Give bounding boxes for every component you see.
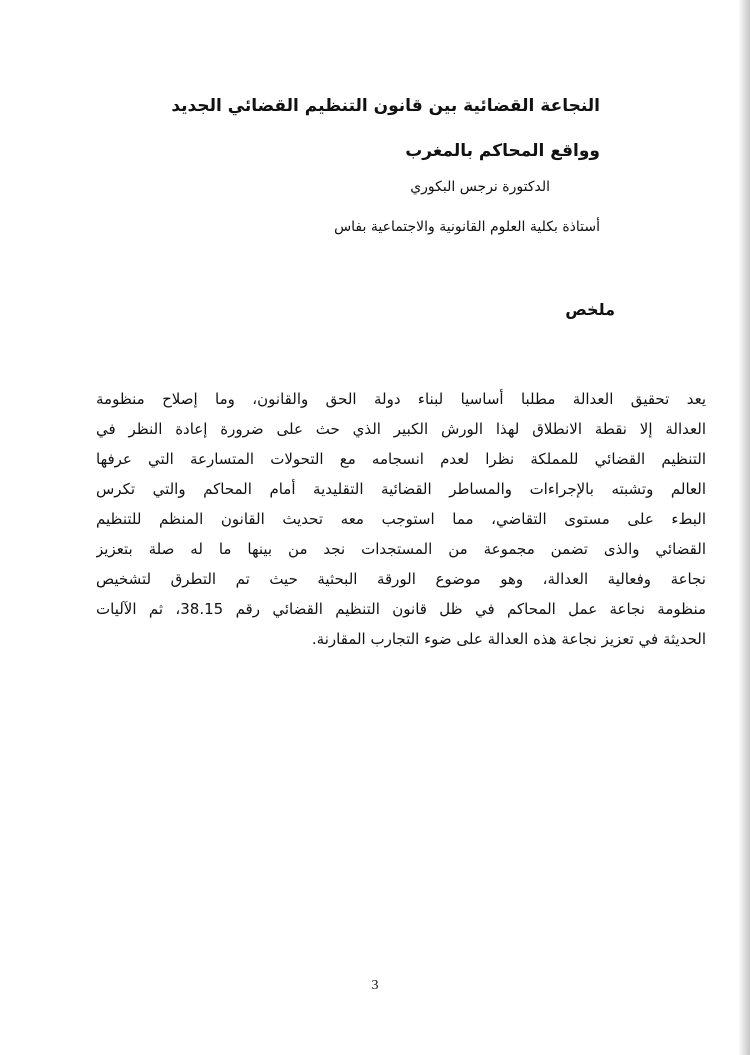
author-affiliation: أستاذة بكلية العلوم القانونية والاجتماعية بفاس (334, 219, 600, 235)
summary-heading: ملخص (565, 300, 615, 319)
page-number: 3 (371, 978, 379, 993)
abstract-line: يعد تحقيق العدالة مطلبا أساسيا لبناء دولة الحق والقانون، وما إصلاح منظومة (96, 390, 706, 408)
abstract-line: القضائي والذى تضمن مجموعة من المستجدات نجد من بينها ما له صلة بتعزيز (96, 540, 706, 558)
page-edge-shadow (738, 0, 750, 1055)
document-title-line-2: وواقع المحاكم بالمغرب (405, 141, 600, 161)
abstract-line: العالم وتشبته بالإجراءات والمساطر القضائية التقليدية أمام المحاكم والتي تكرس (96, 480, 706, 498)
author-name: الدكتورة نرجس البكوري (410, 179, 550, 195)
abstract-line: البطء على مستوى التقاضي، مما استوجب معه تحديث القانون المنظم للتنظيم (96, 510, 706, 528)
abstract-line: نجاعة وفعالية العدالة، وهو موضوع الورقة البحثية حيث تم التطرق لتشخيص (96, 570, 706, 588)
abstract-line: الحديثة في تعزيز نجاعة هذه العدالة على ضوء التجارب المقارنة. (311, 630, 706, 648)
abstract-line: العدالة إلا نقطة الانطلاق لهذا الورش الكبير الذي حث على ضرورة إعادة النظر في (96, 420, 706, 438)
abstract-paragraph (96, 384, 706, 654)
abstract-line: منظومة نجاعة عمل المحاكم في ظل قانون التنظيم القضائي رقم 38.15، ثم الآليات (96, 600, 706, 618)
abstract-line: التنظيم القضائي للمملكة نظرا لعدم انسجامه مع التحولات المتسارعة التي عرفها (96, 450, 706, 468)
document-title-line-1: النجاعة القضائية بين قانون التنظيم القضائي الجديد (171, 96, 600, 116)
